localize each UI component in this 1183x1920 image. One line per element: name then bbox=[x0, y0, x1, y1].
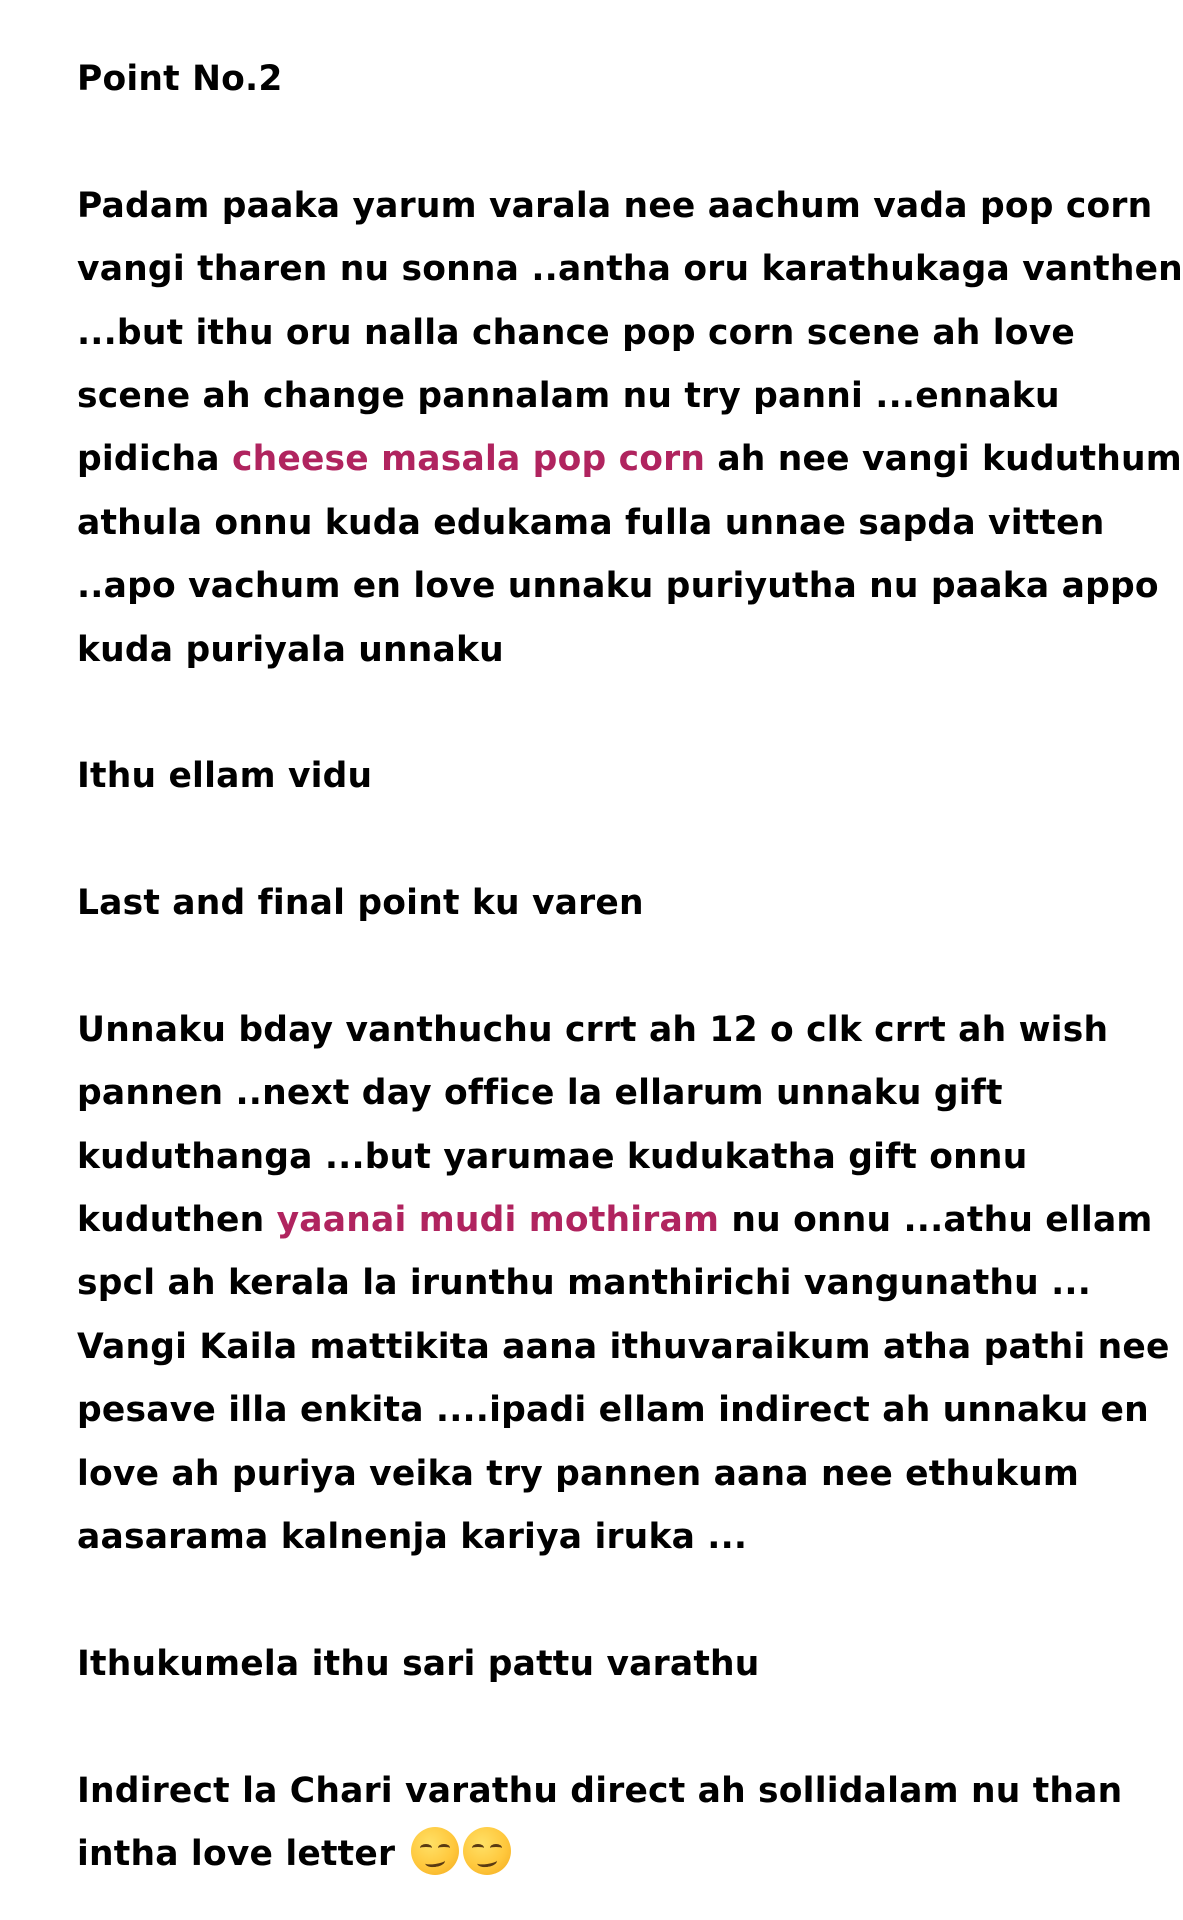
blank-line bbox=[77, 809, 1037, 872]
text-line: Unnaku bday vanthuchu crrt ah 12 o clk crrt ah wish bbox=[77, 1009, 1109, 1050]
text-line-with-emoji bbox=[77, 1823, 1037, 1886]
blank-line bbox=[77, 1696, 1037, 1759]
blank-line bbox=[77, 1569, 1037, 1632]
text-line: scene ah change pannalam nu try panni ...ennaku bbox=[77, 375, 1060, 416]
text-line: pesave illa enkita ....ipadi ellam indirect ah unnaku en bbox=[77, 1390, 1149, 1431]
smirking-face-icon bbox=[463, 1827, 511, 1875]
text-line-with-highlight bbox=[77, 428, 1182, 491]
blank-line bbox=[77, 682, 1037, 745]
text-line: Indirect la Chari varathu direct ah sollidalam nu than bbox=[77, 1770, 1123, 1811]
text-line: Vangi Kaila mattikita aana ithuvaraikum atha pathi nee bbox=[77, 1326, 1170, 1367]
text-line: athula onnu kuda edukama fulla unnae sapda vitten bbox=[77, 502, 1105, 543]
text-ithu-ellam-vidu: Ithu ellam vidu bbox=[77, 756, 373, 797]
text-line: pannen ..next day office la ellarum unnaku gift bbox=[77, 1073, 1003, 1114]
paragraph-bday-gift bbox=[77, 999, 1170, 1570]
text-fragment: ah nee vangi kuduthum bbox=[705, 439, 1182, 480]
text-fragment: kuduthen bbox=[77, 1200, 277, 1241]
text-fragment: pidicha bbox=[77, 439, 232, 480]
text-line: Padam paaka yarum varala nee aachum vada pop corn bbox=[77, 185, 1153, 226]
text-line: aasarama kalnenja kariya iruka ... bbox=[77, 1516, 748, 1557]
smirking-face-icon bbox=[411, 1827, 459, 1875]
text-line: kuduthanga ...but yarumae kudukatha gift onnu bbox=[77, 1136, 1028, 1177]
text-line: kuda puriyala unnaku bbox=[77, 629, 504, 670]
text-line: ...but ithu oru nalla chance pop corn scene ah love bbox=[77, 312, 1075, 353]
blank-line bbox=[77, 111, 1037, 174]
text-line-with-highlight bbox=[77, 1189, 1153, 1252]
text-line: spcl ah kerala la irunthu manthirichi vangunathu ... bbox=[77, 1263, 1092, 1304]
text-line: love ah puriya veika try pannen aana nee ethukum bbox=[77, 1453, 1080, 1494]
text-ithukumela: Ithukumela ithu sari pattu varathu bbox=[77, 1643, 760, 1684]
blank-line bbox=[77, 935, 1037, 998]
text-line: ..apo vachum en love unnaku puriyutha nu paaka appo bbox=[77, 566, 1159, 607]
heading-point-no-2: Point No.2 bbox=[77, 59, 283, 99]
text-fragment: intha love letter bbox=[77, 1833, 408, 1874]
text-fragment: nu onnu ...athu ellam bbox=[719, 1200, 1153, 1241]
text-last-point: Last and final point ku varen bbox=[77, 883, 644, 924]
paragraph-closing bbox=[77, 1760, 1123, 1887]
paragraph-popcorn bbox=[77, 175, 1183, 682]
highlight-yaanai-mudi-mothiram: yaanai mudi mothiram bbox=[276, 1200, 720, 1241]
text-line: vangi tharen nu sonna ..antha oru karathukaga vanthen bbox=[77, 249, 1183, 290]
letter-page bbox=[77, 48, 1183, 1886]
highlight-cheese-masala-pop-corn: cheese masala pop corn bbox=[231, 439, 706, 480]
